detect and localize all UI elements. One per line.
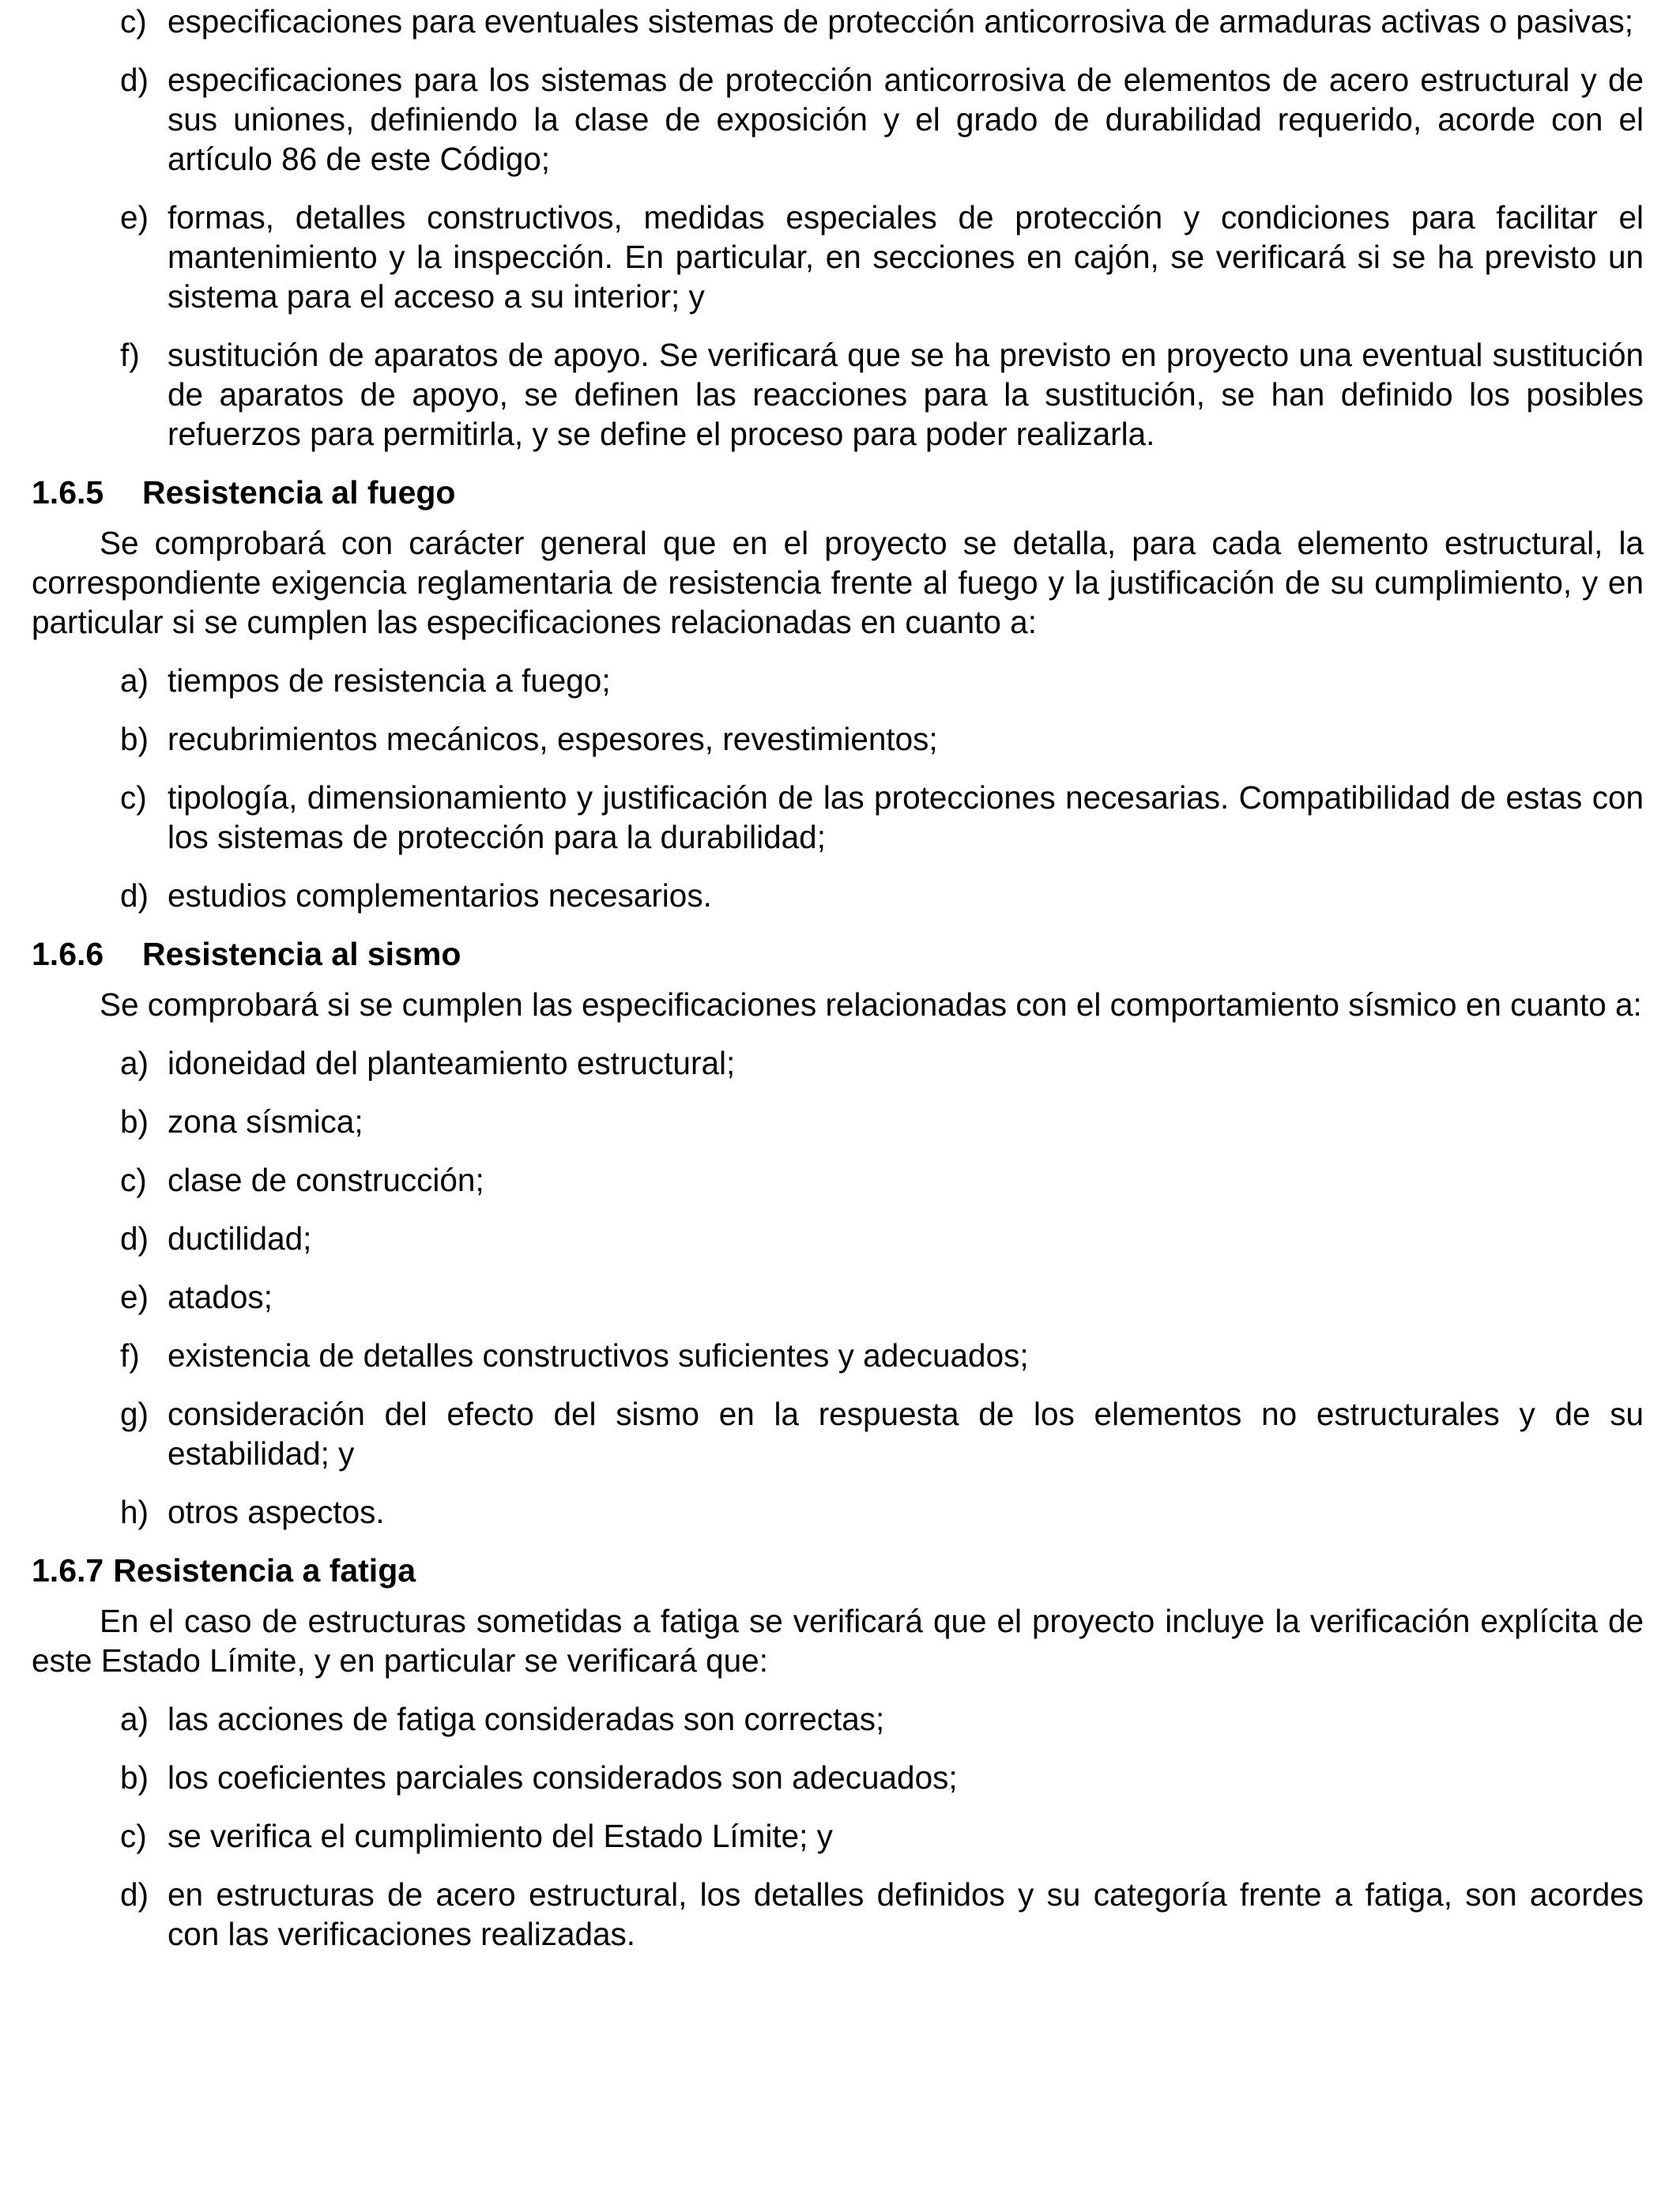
list-item-label: c): [120, 1162, 147, 1198]
list-item-label: e): [120, 199, 149, 236]
section-paragraph: Se comprobará si se cumplen las especificaciones relacionadas con el comportamiento sísmico en cuanto a:: [100, 986, 1642, 1023]
list-item: [32, 1102, 1644, 1141]
list-item-text: sustitución de aparatos de apoyo. Se verificará que se ha previsto en proyecto una eventual sustitución de aparatos de apoyo, se definen las reacciones para la sustitución, se han definido los posibles refuerzos para permitirla, y se define el proceso para poder realizarla.: [168, 337, 1644, 452]
section-paragraph: Se comprobará con carácter general que en el proyecto se detalla, para cada elemento estructural, la correspondiente exigencia reglamentaria de resistencia frente al fuego y la justificación de su cumplimiento, y en particular si se cumplen las especificaciones relacionadas en cuanto a:: [32, 525, 1644, 640]
list-item-label: a): [120, 1045, 149, 1081]
section-number: 1.6.5: [32, 474, 104, 511]
section-paragraph: En el caso de estructuras sometidas a fatiga se verificará que el proyecto incluye la verificación explícita de este Estado Límite, y en particular se verificará que:: [32, 1603, 1644, 1679]
section-title: Resistencia al fuego: [142, 474, 456, 511]
list-item: [32, 876, 1644, 915]
document-page: [32, 0, 1644, 1973]
list-item-text: los coeficientes parciales considerados son adecuados;: [168, 1759, 958, 1796]
list-item-text: existencia de detalles constructivos suficientes y adecuados;: [168, 1337, 1029, 1374]
section-title: Resistencia al sismo: [142, 936, 461, 972]
section-title: Resistencia a fatiga: [113, 1552, 416, 1589]
list-item: [32, 335, 1644, 454]
list-item: [32, 1043, 1644, 1083]
section-heading: [32, 1551, 1644, 1590]
section-seismic-resistance: [32, 934, 1644, 1532]
list-item: [32, 198, 1644, 316]
list-item-text: tiempos de resistencia a fuego;: [168, 662, 611, 699]
list-item-label: a): [120, 662, 149, 699]
list-item: [32, 1816, 1644, 1856]
list-item-label: f): [120, 337, 140, 373]
intro-list: [32, 2, 1644, 454]
list-item-label: b): [120, 721, 149, 757]
list-item-label: c): [120, 779, 147, 816]
list-item-label: d): [120, 1220, 149, 1257]
list-item-text: clase de construcción;: [168, 1162, 484, 1198]
list-item: [32, 1219, 1644, 1258]
list-item-label: h): [120, 1494, 149, 1530]
list-item: [32, 1277, 1644, 1317]
section-list: [32, 1043, 1644, 1532]
list-item: [32, 1875, 1644, 1954]
list-item-label: f): [120, 1337, 140, 1374]
list-item-text: en estructuras de acero estructural, los detalles definidos y su categoría frente a fatiga, son acordes con las verificaciones realizadas.: [168, 1876, 1644, 1952]
list-item-label: d): [120, 62, 149, 98]
section-heading: [32, 934, 1644, 974]
section-list: [32, 661, 1644, 915]
list-item: [32, 719, 1644, 759]
list-item-text: consideración del efecto del sismo en la respuesta de los elementos no estructurales y de su estabilidad; y: [168, 1396, 1644, 1472]
list-item-text: atados;: [168, 1279, 273, 1315]
list-item-text: ductilidad;: [168, 1220, 312, 1257]
list-item: [32, 778, 1644, 857]
list-item-text: recubrimientos mecánicos, espesores, revestimientos;: [168, 721, 938, 757]
list-item-label: c): [120, 1818, 147, 1854]
section-heading: [32, 473, 1644, 512]
section-list: [32, 1699, 1644, 1954]
list-item-text: estudios complementarios necesarios.: [168, 877, 712, 914]
list-item-text: otros aspectos.: [168, 1494, 385, 1530]
list-item-text: especificaciones para eventuales sistemas de protección anticorrosiva de armaduras activas o pasivas;: [168, 3, 1633, 40]
list-item: [32, 661, 1644, 700]
list-item-text: zona sísmica;: [168, 1103, 363, 1140]
list-item-text: tipología, dimensionamiento y justificación de las protecciones necesarias. Compatibilidad de estas con los sistemas de protección para la durabilidad;: [168, 779, 1644, 855]
list-item-text: se verifica el cumplimiento del Estado Límite; y: [168, 1818, 833, 1854]
list-item: [32, 1394, 1644, 1473]
list-item: [32, 1699, 1644, 1739]
section-number: 1.6.7: [32, 1552, 104, 1589]
list-item-text: especificaciones para los sistemas de protección anticorrosiva de elementos de acero estructural y de sus uniones, definiendo la clase de exposición y el grado de durabilidad requerido, acorde con el artículo 86 de este Código;: [168, 62, 1644, 177]
list-item-label: g): [120, 1396, 149, 1432]
list-item-text: formas, detalles constructivos, medidas especiales de protección y condiciones para facilitar el mantenimiento y la inspección. En particular, en secciones en cajón, se verificará si se ha previsto un sistema para el acceso a su interior; y: [168, 199, 1644, 315]
list-item-label: b): [120, 1103, 149, 1140]
section-fire-resistance: [32, 473, 1644, 915]
list-item-label: b): [120, 1759, 149, 1796]
list-item-label: d): [120, 1876, 149, 1913]
list-item: [32, 60, 1644, 179]
list-item: [32, 1336, 1644, 1375]
list-item: [32, 1492, 1644, 1532]
list-item-text: las acciones de fatiga consideradas son correctas;: [168, 1701, 885, 1737]
list-item-label: d): [120, 877, 149, 914]
list-item-label: c): [120, 3, 147, 40]
section-fatigue-resistance: [32, 1551, 1644, 1954]
list-item-label: e): [120, 1279, 149, 1315]
list-item: [32, 2, 1644, 41]
list-item: [32, 1160, 1644, 1200]
section-number: 1.6.6: [32, 936, 104, 972]
list-item: [32, 1758, 1644, 1797]
list-item-text: idoneidad del planteamiento estructural;: [168, 1045, 736, 1081]
list-item-label: a): [120, 1701, 149, 1737]
